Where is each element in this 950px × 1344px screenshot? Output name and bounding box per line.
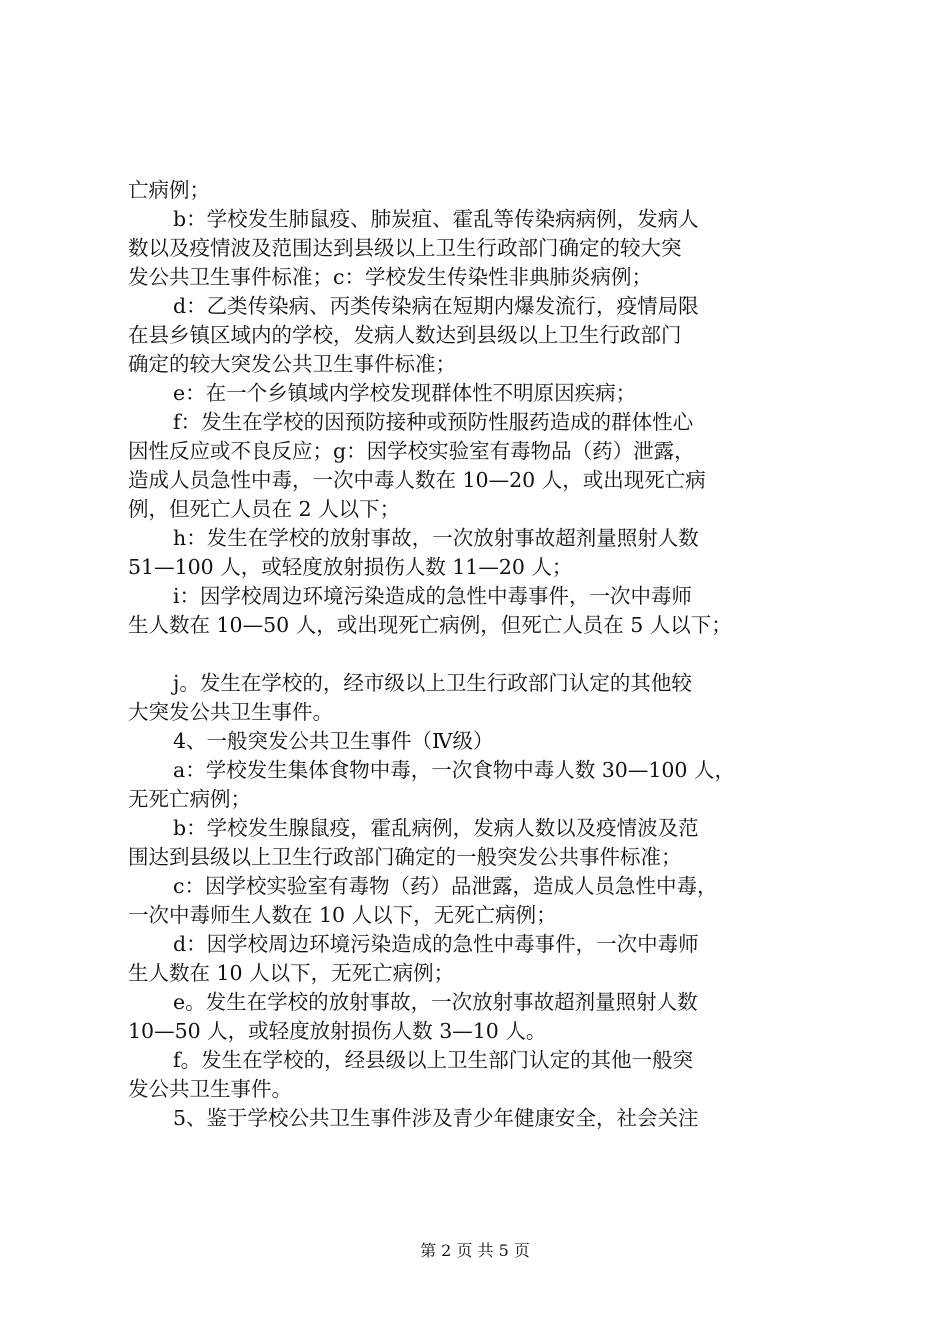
text-line: c：因学校实验室有毒物（药）品泄露，造成人员急性中毒， — [173, 874, 718, 898]
text-line: 例，但死亡人员在 2 人以下； — [128, 497, 401, 521]
text-line: d：乙类传染病、丙类传染病在短期内爆发流行，疫情局限 — [173, 294, 699, 318]
text-line: 51—100 人，或轻度放射损伤人数 11—20 人； — [128, 555, 573, 579]
text-line: f：发生在学校的因预防接种或预防性服药造成的群体性心 — [173, 410, 694, 434]
text-line: 发公共卫生事件。 — [128, 1077, 292, 1101]
text-line: 大突发公共卫生事件。 — [128, 700, 333, 724]
text-line: 因性反应或不良反应；g：因学校实验室有毒物品（药）泄露， — [128, 439, 695, 463]
text-line: j。发生在学校的，经市级以上卫生行政部门认定的其他较 — [173, 671, 692, 695]
text-line: 5、鉴于学校公共卫生事件涉及青少年健康安全，社会关注 — [173, 1106, 699, 1130]
text-line: 一次中毒师生人数在 10 人以下，无死亡病例； — [128, 903, 557, 927]
text-line: 确定的较大突发公共卫生事件标准； — [128, 352, 456, 376]
text-line: e。发生在学校的放射事故，一次放射事故超剂量照射人数 — [173, 990, 698, 1014]
text-line: 数以及疫情波及范围达到县级以上卫生行政部门确定的较大突 — [128, 236, 682, 260]
text-line: f。发生在学校的，经县级以上卫生部门认定的其他一般突 — [173, 1048, 694, 1072]
page-footer: 第 2 页 共 5 页 — [420, 1241, 530, 1260]
text-line: h：发生在学校的放射事故，一次放射事故超剂量照射人数 — [173, 526, 699, 550]
text-line: 造成人员急性中毒，一次中毒人数在 10—20 人，或出现死亡病 — [128, 468, 706, 492]
text-line: i：因学校周边环境污染造成的急性中毒事件，一次中毒师 — [173, 584, 693, 608]
text-line: 亡病例； — [128, 178, 210, 202]
text-line: 生人数在 10—50 人，或出现死亡病例，但死亡人员在 5 人以下； — [128, 613, 732, 637]
paragraph-gap — [128, 640, 828, 669]
text-line: d：因学校周边环境污染造成的急性中毒事件，一次中毒师 — [173, 932, 699, 956]
document-body — [128, 176, 828, 1133]
text-line: 生人数在 10 人以下，无死亡病例； — [128, 961, 455, 985]
text-line: b：学校发生肺鼠疫、肺炭疽、霍乱等传染病病例，发病人 — [173, 207, 699, 231]
text-line: 围达到县级以上卫生行政部门确定的一般突发公共事件标准； — [128, 845, 682, 869]
text-line: a：学校发生集体食物中毒，一次食物中毒人数 30—100 人， — [173, 758, 735, 782]
text-line: b：学校发生腺鼠疫，霍乱病例，发病人数以及疫情波及范 — [173, 816, 699, 840]
text-line: e：在一个乡镇域内学校发现群体性不明原因疾病； — [173, 381, 637, 405]
text-line: 10—50 人，或轻度放射损伤人数 3—10 人。 — [128, 1019, 547, 1043]
text-line: 发公共卫生事件标准；c：学校发生传染性非典肺炎病例； — [128, 265, 652, 289]
text-line: 在县乡镇区域内的学校，发病人数达到县级以上卫生行政部门 — [128, 323, 682, 347]
section-heading: 4、一般突发公共卫生事件（Ⅳ级） — [173, 729, 494, 753]
text-line: 无死亡病例； — [128, 787, 251, 811]
